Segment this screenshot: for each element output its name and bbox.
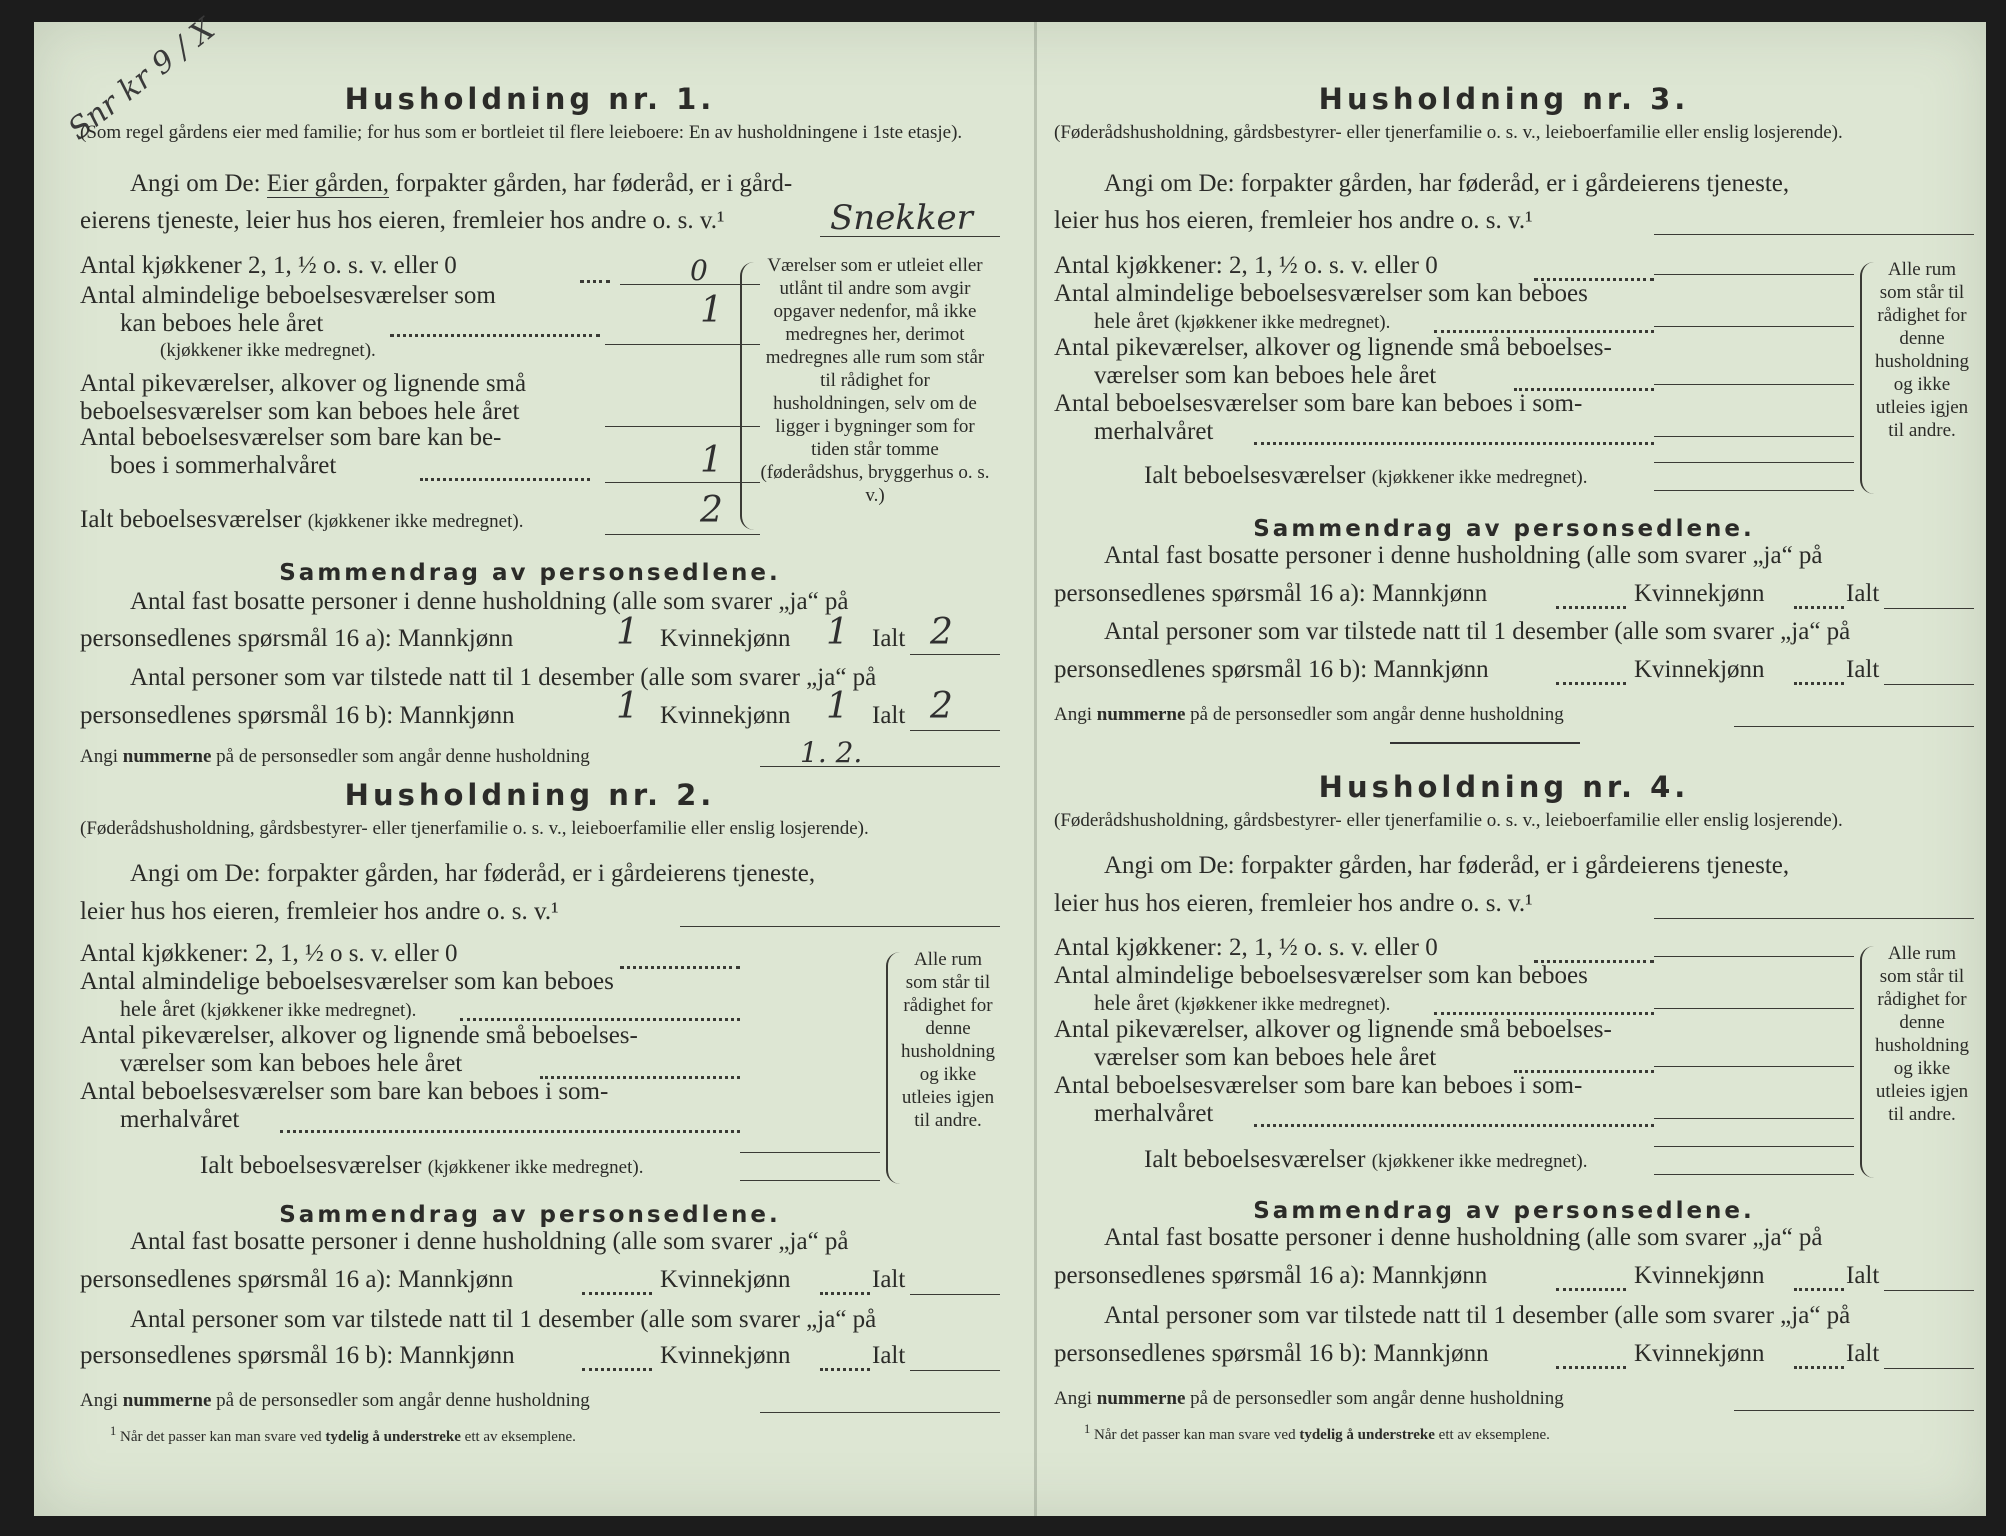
h3-r3b: værelser som kan beboes hele året	[1094, 362, 1437, 389]
h1-ialt-label: Ialt beboelsesværelser (kjøkkener ikke medregnet).	[80, 506, 524, 533]
h3-r4b: merhalvåret	[1094, 418, 1214, 445]
h1-ialt-value[interactable]: 2	[700, 490, 723, 531]
dot-leader	[580, 280, 610, 283]
dot-leader	[1556, 682, 1626, 685]
h3-r2a: Antal almindelige beboelsesværelser som kan beboes	[1054, 280, 1588, 307]
fill-line	[740, 1180, 880, 1181]
household-1-note: (Som regel gårdens eier med familie; for hus som er bortleiet til flere leieboere: En av husholdningene i 1ste etasje).	[80, 122, 963, 143]
h3-angi-line1: Angi om De: forpakter gården, har føderåd, er i gårdeierens tjeneste,	[1104, 170, 1790, 197]
h1-pike-label1: Antal pikeværelser, alkover og lignende små	[80, 370, 527, 397]
h1-summary-title: Sammendrag av personsedlene.	[279, 560, 781, 586]
h3-s2-line2: personsedlenes spørsmål 16 b): Mannkjønn	[1054, 656, 1489, 683]
fill-line	[1734, 1410, 1974, 1411]
household-1-angi-answer[interactable]: Snekker	[830, 198, 973, 238]
fill-line	[1884, 1368, 1974, 1369]
h3-r2b: hele året (kjøkkener ikke medregnet).	[1094, 308, 1391, 333]
dot-leader	[1556, 1288, 1626, 1291]
household-2-note: (Føderådshusholdning, gårdsbestyrer- eller tjenerfamilie o. s. v., leieboerfamilie eller enslig losjerende).	[80, 818, 869, 839]
right-page	[1034, 22, 1974, 1516]
brace	[740, 262, 758, 530]
h2-summary-title: Sammendrag av personsedlene.	[279, 1202, 781, 1228]
h3-angi-line2: leier hus hos eieren, fremleier hos andre o. s. v.¹	[1054, 207, 1533, 234]
fill-line	[1654, 326, 1854, 327]
h4-s2-ialt-label: Ialt	[1846, 1340, 1880, 1367]
h2-s1-line2: personsedlenes spørsmål 16 a): Mannkjønn	[80, 1266, 514, 1293]
h4-r1: Antal kjøkkener: 2, 1, ½ o. s. v. eller 0	[1054, 934, 1438, 961]
h3-s1-line2: personsedlenes spørsmål 16 a): Mannkjønn	[1054, 580, 1488, 607]
h3-s2-ialt-label: Ialt	[1846, 656, 1880, 683]
h1-s2-ialt-label: Ialt	[872, 702, 906, 729]
h2-angi-line2: leier hus hos eieren, fremleier hos andre o. s. v.¹	[80, 898, 559, 925]
h4-angi-nr: Angi nummerne på de personsedler som angår denne husholdning	[1054, 1388, 1564, 1409]
household-4-title: Husholdning nr. 4.	[1318, 770, 1690, 804]
h3-s2-line1: Antal personer som var tilstede natt til 1 desember (alle som svarer „ja“ på	[1104, 618, 1851, 645]
dot-leader	[1794, 1366, 1844, 1369]
h1-alm-label3: (kjøkkener ikke medregnet).	[160, 340, 376, 361]
h1-alm-label1: Antal almindelige beboelsesværelser som	[80, 282, 496, 309]
h4-r4b: merhalvåret	[1094, 1100, 1214, 1127]
h1-s1-mann[interactable]: 1	[616, 612, 639, 653]
fill-line	[1654, 1118, 1854, 1119]
dot-leader	[1556, 1366, 1626, 1369]
fill-line	[1654, 490, 1854, 491]
household-4-note: (Føderådshusholdning, gårdsbestyrer- eller tjenerfamilie o. s. v., leieboerfamilie eller enslig losjerende).	[1054, 810, 1843, 831]
h2-r4b: merhalvåret	[120, 1106, 240, 1133]
dot-leader	[820, 1368, 870, 1371]
dot-leader	[582, 1292, 652, 1295]
h1-s2-ialt[interactable]: 2	[930, 686, 953, 727]
h1-sommer-value[interactable]: 1	[700, 440, 723, 481]
h3-summary-title: Sammendrag av personsedlene.	[1253, 516, 1755, 542]
h1-sommer-label1: Antal beboelsesværelser som bare kan be-	[80, 424, 502, 451]
h3-side-note: Alle rum som står til rådighet for denne husholdning og ikke utleies igjen til andre.	[1875, 259, 1969, 441]
h1-alm-value[interactable]: 1	[700, 290, 723, 331]
h1-sommer-label2: boes i sommerhalvåret	[110, 452, 337, 479]
h1-s1-line2: personsedlenes spørsmål 16 a): Mannkjønn	[80, 625, 514, 652]
fill-line	[1654, 1008, 1854, 1009]
h1-s1-line1: Antal fast bosatte personer i denne husholdning (alle som svarer „ja“ på	[130, 588, 849, 615]
h4-s2-line2: personsedlenes spørsmål 16 b): Mannkjønn	[1054, 1340, 1489, 1367]
fill-line	[740, 1152, 880, 1153]
fill-line	[1654, 1066, 1854, 1067]
h2-r3a: Antal pikeværelser, alkover og lignende små beboelses-	[80, 1022, 638, 1049]
h4-s2-line1: Antal personer som var tilstede natt til 1 desember (alle som svarer „ja“ på	[1104, 1302, 1851, 1329]
h4-s1-line2: personsedlenes spørsmål 16 a): Mannkjønn	[1054, 1262, 1488, 1289]
h4-r4a: Antal beboelsesværelser som bare kan beboes i som-	[1054, 1072, 1583, 1099]
h4-r3b: værelser som kan beboes hele året	[1094, 1044, 1437, 1071]
h1-s2-kvinne[interactable]: 1	[826, 686, 849, 727]
household-2-title: Husholdning nr. 2.	[344, 778, 716, 812]
h2-r2b: hele året (kjøkkener ikke medregnet).	[120, 996, 417, 1021]
dot-leader	[1434, 1012, 1654, 1015]
h2-angi-nr: Angi nummerne på de personsedler som angår denne husholdning	[80, 1390, 590, 1411]
fill-line	[910, 654, 1000, 655]
fill-line	[1654, 274, 1854, 275]
angi-fill-line	[820, 236, 1000, 237]
dot-leader	[1794, 1288, 1844, 1291]
h1-s1-ialt-label: Ialt	[872, 625, 906, 652]
fill-line	[1734, 726, 1974, 727]
h2-angi-line1: Angi om De: forpakter gården, har føderåd, er i gårdeierens tjeneste,	[130, 860, 816, 887]
household-1-angi-line1: Angi om De: Eier gården, forpakter gården, har føderåd, er i gård-	[130, 170, 793, 197]
fill-line	[910, 1294, 1000, 1295]
fill-line	[680, 926, 1000, 927]
fill-line	[910, 1370, 1000, 1371]
left-footnote: $^1$ Når det passer kan man svare ved tydelig å understreke ett av eksemplene.	[110, 1424, 576, 1445]
fill-line	[760, 1412, 1000, 1413]
household-1-angi-line2: eierens tjeneste, leier hus hos eieren, fremleier hos andre o. s. v.¹	[80, 207, 725, 234]
h2-s1-kvinne-label: Kvinnekjønn	[660, 1266, 791, 1293]
margin-scribble: Snr kr 9 / X	[61, 11, 222, 148]
fill-line	[605, 344, 760, 345]
fill-line	[605, 482, 760, 483]
h3-angi-nr: Angi nummerne på de personsedler som angår denne husholdning	[1054, 704, 1564, 725]
dot-leader	[820, 1292, 870, 1295]
fill-line	[605, 534, 760, 535]
h1-angi-nr-value[interactable]: 1. 2.	[800, 736, 863, 769]
h2-r1: Antal kjøkkener: 2, 1, ½ o s. v. eller 0	[80, 940, 458, 967]
fill-line	[1654, 462, 1854, 463]
h2-s1-ialt-label: Ialt	[872, 1266, 906, 1293]
fill-line	[1884, 684, 1974, 685]
h1-s1-kvinne[interactable]: 1	[826, 612, 849, 653]
h2-r4a: Antal beboelsesværelser som bare kan beboes i som-	[80, 1078, 609, 1105]
dot-leader	[582, 1368, 652, 1371]
fill-line	[1654, 1174, 1854, 1175]
h4-angi-line2: leier hus hos eieren, fremleier hos andre o. s. v.¹	[1054, 890, 1533, 917]
household-1-title: Husholdning nr. 1.	[344, 82, 716, 116]
fill-line	[910, 730, 1000, 731]
h3-r4a: Antal beboelsesværelser som bare kan beboes i som-	[1054, 390, 1583, 417]
h1-s2-mann[interactable]: 1	[616, 686, 639, 727]
fill-line	[1654, 956, 1854, 957]
h1-s2-line1: Antal personer som var tilstede natt til 1 desember (alle som svarer „ja“ på	[130, 664, 877, 691]
h3-r1: Antal kjøkkener: 2, 1, ½ o. s. v. eller 0	[1054, 252, 1438, 279]
right-footnote: $^1$ Når det passer kan man svare ved tydelig å understreke ett av eksemplene.	[1084, 1422, 1550, 1443]
fill-line	[1654, 918, 1974, 919]
h2-r3b: værelser som kan beboes hele året	[120, 1050, 463, 1077]
h4-side-note: Alle rum som står til rådighet for denne husholdning og ikke utleies igjen til andre.	[1875, 943, 1969, 1125]
h2-s2-line2: personsedlenes spørsmål 16 b): Mannkjønn	[80, 1342, 515, 1369]
h4-s1-line1: Antal fast bosatte personer i denne husholdning (alle som svarer „ja“ på	[1104, 1224, 1823, 1251]
h4-r5: Ialt beboelsesværelser (kjøkkener ikke medregnet).	[1144, 1146, 1588, 1173]
h1-s2-line2: personsedlenes spørsmål 16 b): Mannkjønn	[80, 702, 515, 729]
h2-side-note: Alle rum som står til rådighet for denne husholdning og ikke utleies igjen til andre.	[901, 949, 995, 1131]
h2-s2-line1: Antal personer som var tilstede natt til 1 desember (alle som svarer „ja“ på	[130, 1306, 877, 1333]
dot-leader	[1794, 682, 1844, 685]
h4-s1-ialt-label: Ialt	[1846, 1262, 1880, 1289]
left-page	[60, 11, 1000, 1516]
fill-line	[1654, 384, 1854, 385]
h1-s1-kvinne-label: Kvinnekjønn	[660, 625, 791, 652]
fill-line	[1884, 1290, 1974, 1291]
h2-s2-ialt-label: Ialt	[872, 1342, 906, 1369]
fill-line	[605, 426, 760, 427]
h1-kjokkener-value[interactable]: 0	[690, 254, 708, 287]
h4-r2a: Antal almindelige beboelsesværelser som kan beboes	[1054, 962, 1588, 989]
h4-summary-title: Sammendrag av personsedlene.	[1253, 1198, 1755, 1224]
h1-s2-kvinne-label: Kvinnekjønn	[660, 702, 791, 729]
dot-leader	[1254, 1124, 1654, 1127]
h3-r3a: Antal pikeværelser, alkover og lignende små beboelses-	[1054, 334, 1612, 361]
census-form-sheet	[34, 11, 1986, 1516]
dot-leader	[390, 334, 600, 337]
dot-leader	[1556, 606, 1626, 609]
h2-s2-kvinne-label: Kvinnekjønn	[660, 1342, 791, 1369]
fill-line	[1654, 1146, 1854, 1147]
fill-line	[620, 284, 760, 285]
dot-leader	[620, 966, 740, 969]
household-3-note: (Føderådshusholdning, gårdsbestyrer- eller tjenerfamilie o. s. v., leieboerfamilie eller enslig losjerende).	[1054, 122, 1843, 143]
fill-line	[1654, 436, 1854, 437]
h2-s1-line1: Antal fast bosatte personer i denne husholdning (alle som svarer „ja“ på	[130, 1228, 849, 1255]
h1-angi-nr: Angi nummerne på de personsedler som angår denne husholdning	[80, 746, 590, 767]
household-3-title: Husholdning nr. 3.	[1318, 82, 1690, 116]
h4-r2b: hele året (kjøkkener ikke medregnet).	[1094, 990, 1391, 1015]
h3-s2-kvinne-label: Kvinnekjønn	[1634, 656, 1765, 683]
h3-r5: Ialt beboelsesværelser (kjøkkener ikke medregnet).	[1144, 462, 1588, 489]
h4-s2-kvinne-label: Kvinnekjønn	[1634, 1340, 1765, 1367]
dot-leader	[280, 1130, 740, 1133]
eier-garden-underlined: Eier gården,	[266, 170, 389, 197]
h3-s1-ialt-label: Ialt	[1846, 580, 1880, 607]
dot-leader	[420, 478, 590, 481]
h3-s1-line1: Antal fast bosatte personer i denne husholdning (alle som svarer „ja“ på	[1104, 542, 1823, 569]
h1-side-note: Værelser som er utleiet eller utlånt til andre som avgir opgaver nedenfor, må ikke medregnes her, derimot medregnes alle rum som står til rådighet for husholdningen, selv om de ligger i bygninger som for tiden står tomme (føderådshus, bryggerhus o. s. v.)	[760, 255, 990, 506]
fill-line	[1654, 234, 1974, 235]
h4-angi-line1: Angi om De: forpakter gården, har føderåd, er i gårdeierens tjeneste,	[1104, 852, 1790, 879]
h1-alm-label2: kan beboes hele året	[120, 310, 324, 337]
h2-r2a: Antal almindelige beboelsesværelser som kan beboes	[80, 968, 614, 995]
h4-s1-kvinne-label: Kvinnekjønn	[1634, 1262, 1765, 1289]
fill-line	[1884, 608, 1974, 609]
dot-leader	[1254, 442, 1654, 445]
h1-pike-label2: beboelsesværelser som kan beboes hele året	[80, 398, 520, 425]
dot-leader	[1794, 606, 1844, 609]
section-divider	[1390, 742, 1580, 744]
h3-s1-kvinne-label: Kvinnekjønn	[1634, 580, 1765, 607]
dot-leader	[460, 1018, 740, 1021]
h4-r3a: Antal pikeværelser, alkover og lignende små beboelses-	[1054, 1016, 1612, 1043]
h1-s1-ialt[interactable]: 2	[930, 612, 953, 653]
fill-line	[760, 766, 1000, 767]
h1-kjokkener-label: Antal kjøkkener 2, 1, ½ o. s. v. eller 0	[80, 252, 457, 279]
h2-r5: Ialt beboelsesværelser (kjøkkener ikke medregnet).	[200, 1152, 644, 1179]
dot-leader	[1434, 330, 1654, 333]
